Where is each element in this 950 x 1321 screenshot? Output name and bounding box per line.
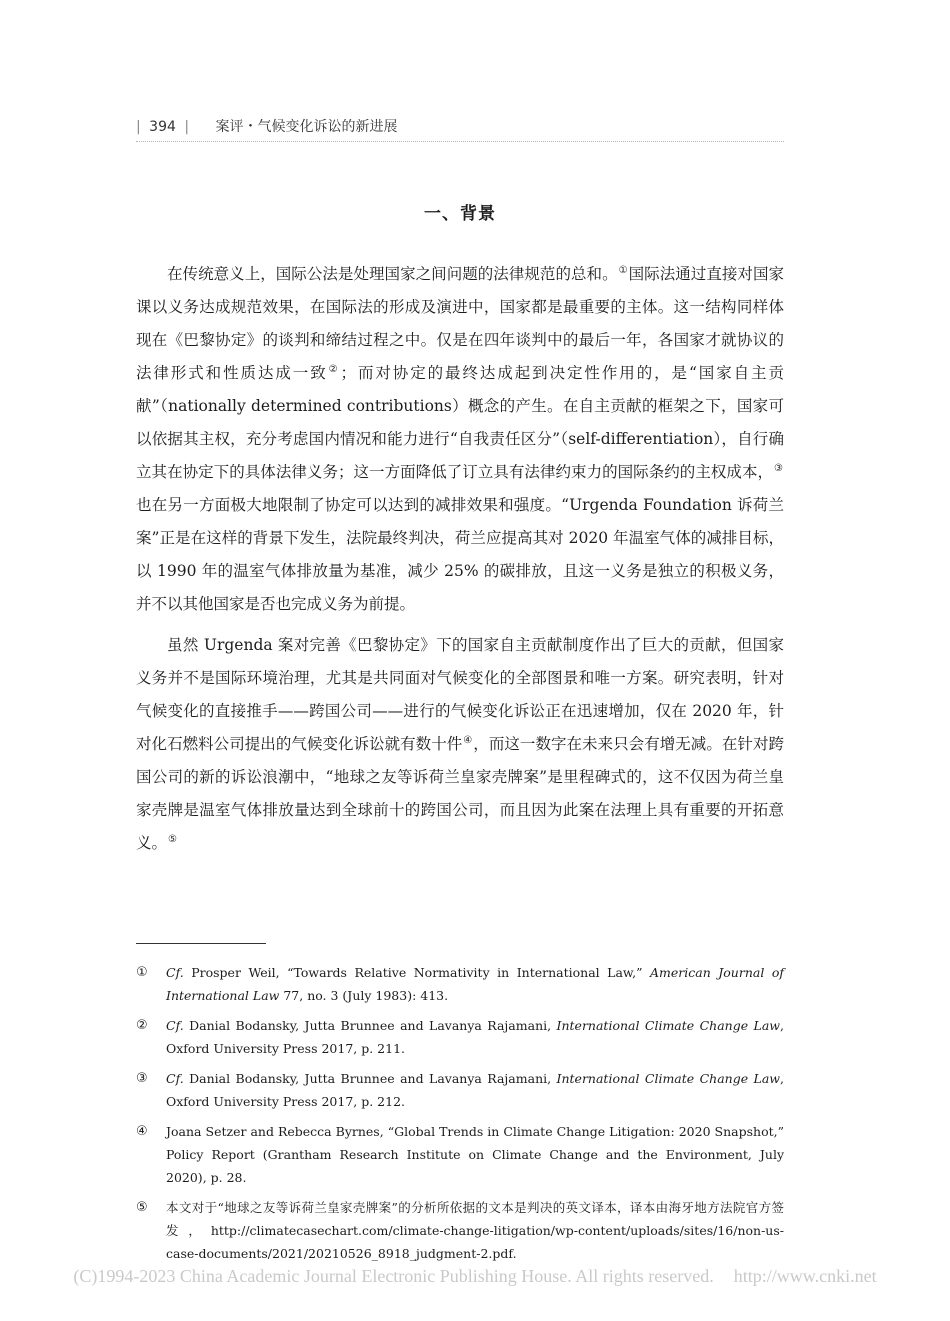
footnote-separator (136, 943, 266, 944)
footnote-3: ③ Cf. Danial Bodansky, Jutta Brunnee and Lavanya Rajamani, International Climate Change Law, Oxford University Press 2017, p. 212. (136, 1067, 784, 1113)
running-title: 案评・气候变化诉讼的新进展 (215, 119, 398, 135)
footnote-ref-1[interactable]: ① (618, 264, 628, 276)
paragraph-2: 虽然 Urgenda 案对完善《巴黎协定》下的国家自主贡献制度作出了巨大的贡献，但国家义务并不是国际环境治理，尤其是共同面对气候变化的全部图景和唯一方案。研究表明，针对气候变化的直接推手——跨国公司——进行的气候变化诉讼正在迅速增加，仅在 2020 年，针对化石燃料公司提出的气候变化诉讼就有数十件④，而这一数字在未来只会有增无减。在针对跨国公司的新的诉讼浪潮中，“地球之友等诉荷兰皇家壳牌案”是里程碑式的，这不仅因为荷兰皇家壳牌是温室气体排放量达到全球前十的跨国公司，而且因为此案在法理上具有重要的开拓意义。⑤ (136, 636, 784, 852)
section-title: 一、背景 (424, 204, 496, 224)
paragraph-1: 在传统意义上，国际公法是处理国家之间问题的法律规范的总和。①国际法通过直接对国家课以义务达成规范效果，在国际法的形成及演进中，国家都是最重要的主体。这一结构同样体现在《巴黎协定》的谈判和缔结过程之中。仅是在四年谈判中的最后一年，各国家才就协议的法律形式和性质达成一致②；而对协定的最终达成起到决定性作用的，是“国家自主贡献”（nationally determined contributions）概念的产生。在自主贡献的框架之下，国家可以依据其主权，充分考虑国内情况和能力进行“自我责任区分”（self-differentiation），自行确立其在协定下的具体法律义务；这一方面降低了订立具有法律约束力的国际条约的主权成本，③也在另一方面极大地限制了协定可以达到的减排效果和强度。“Urgenda Foundation 诉荷兰案”正是在这样的背景下发生，法院最终判决，荷兰应提高其对 2020 年温室气体的减排目标，以 1990 年的温室气体排放量为基准，减少 25% 的碳排放，且这一义务是独立的积极义务，并不以其他国家是否也完成义务为前提。 (136, 264, 784, 613)
main-body (136, 258, 784, 868)
footnote-mark: ② (136, 1018, 148, 1033)
footnote-mark: ③ (136, 1071, 148, 1086)
footnote-4: ④ Joana Setzer and Rebecca Byrnes, “Global Trends in Climate Change Litigation: 2020 Snapshot,” Policy Report (Grantham Research Institute on Climate Change and the Environment, July 2020), p. 28. (136, 1120, 784, 1189)
header-divider: | (184, 119, 190, 135)
footnotes (136, 961, 784, 1272)
footnote-mark: ④ (136, 1124, 148, 1139)
footnote-mark: ⑤ (136, 1200, 148, 1215)
watermark-url: http://www.cnki.net (733, 1266, 877, 1286)
footnote-1: ① Cf. Prosper Weil, “Towards Relative Normativity in International Law,” American Journal of International Law 77, no. 3 (July 1983): 413. (136, 961, 784, 1007)
page-number: 394 (149, 119, 176, 135)
header-divider: | (136, 119, 141, 135)
footnote-2: ② Cf. Danial Bodansky, Jutta Brunnee and Lavanya Rajamani, International Climate Change Law, Oxford University Press 2017, p. 211. (136, 1014, 784, 1060)
running-header (136, 116, 784, 138)
footnote-ref-5[interactable]: ⑤ (168, 833, 177, 845)
footnote-5: ⑤ 本文对于“地球之友等诉荷兰皇家壳牌案”的分析所依据的文本是判决的英文译本，译本由海牙地方法院官方签发，http://climatecasechart.com/climate-change-litigation/wp-content/uploads/sites/16/non-us-case-documents/2021/20210526_8918_judgment-2.pdf. (136, 1196, 784, 1265)
footnote-mark: ① (136, 965, 148, 980)
footnote-ref-4[interactable]: ④ (463, 734, 473, 746)
footnote-ref-3[interactable]: ③ (774, 462, 783, 474)
watermark-copyright: (C)1994-2023 China Academic Journal Electronic Publishing House. All rights reserved. (73, 1266, 714, 1286)
copyright-watermark (0, 1266, 950, 1287)
header-rule (136, 141, 784, 142)
footnote-ref-2[interactable]: ② (328, 363, 340, 375)
